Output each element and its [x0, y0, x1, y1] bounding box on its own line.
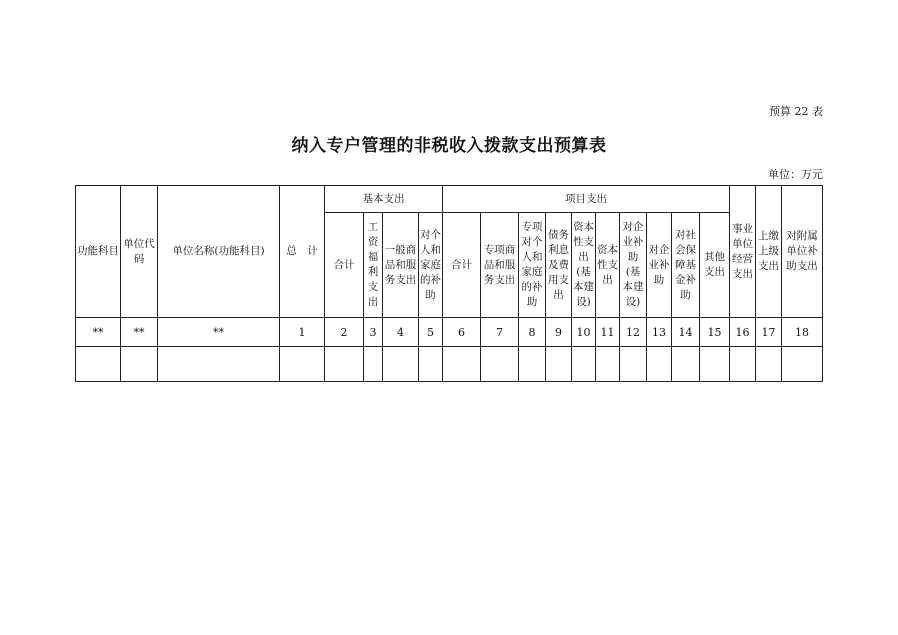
header-enterprise-construction: 对企业补助(基本建设) — [620, 213, 647, 318]
header-unit-code: 单位代码 — [121, 186, 158, 318]
table-cell[interactable] — [364, 347, 383, 382]
header-remit-superior: 上缴上级支出 — [756, 186, 782, 318]
page-title: 纳入专户管理的非税收入拨款支出预算表 — [291, 136, 607, 156]
table-cell[interactable] — [443, 347, 481, 382]
table-cell[interactable] — [672, 347, 700, 382]
header-unit-name: 单位名称(功能科目) — [158, 186, 280, 318]
header-capital: 资本性支出 — [596, 213, 620, 318]
index-cell: ** — [121, 318, 158, 347]
index-cell: 11 — [596, 318, 620, 347]
header-subsidy-affiliated: 对附属单位补助支出 — [782, 186, 823, 318]
table-cell[interactable] — [730, 347, 756, 382]
header-capital-construction: 资本性支出(基本建设) — [572, 213, 596, 318]
table-cell[interactable] — [756, 347, 782, 382]
form-number: 预算 22 表 — [769, 105, 823, 118]
unit-label: 单位：万元 — [768, 168, 823, 181]
index-cell: 6 — [443, 318, 481, 347]
table-cell[interactable] — [325, 347, 364, 382]
header-social-security-fund: 对社会保障基金补助 — [672, 213, 700, 318]
index-cell: 14 — [672, 318, 700, 347]
header-project-total: 合计 — [443, 213, 481, 318]
table-cell[interactable] — [121, 347, 158, 382]
header-functional-subject: 功能科目 — [76, 186, 121, 318]
header-goods-services: 一般商品和服务支出 — [383, 213, 419, 318]
table-cell[interactable] — [519, 347, 546, 382]
table-row — [76, 347, 823, 382]
index-cell: 2 — [325, 318, 364, 347]
index-cell: 5 — [419, 318, 443, 347]
header-special-goods-services: 专项商品和服务支出 — [481, 213, 519, 318]
index-cell: 1 — [280, 318, 325, 347]
table-cell[interactable] — [620, 347, 647, 382]
index-cell: 16 — [730, 318, 756, 347]
table-cell[interactable] — [782, 347, 823, 382]
index-cell: 7 — [481, 318, 519, 347]
index-cell: 18 — [782, 318, 823, 347]
table-cell[interactable] — [596, 347, 620, 382]
table-cell[interactable] — [280, 347, 325, 382]
table-cell[interactable] — [481, 347, 519, 382]
table-cell[interactable] — [647, 347, 672, 382]
index-cell: 4 — [383, 318, 419, 347]
header-enterprise-subsidy: 对企业补助 — [647, 213, 672, 318]
table-cell[interactable] — [383, 347, 419, 382]
budget-table — [75, 185, 823, 382]
table-cell[interactable] — [700, 347, 730, 382]
header-household-subsidy: 对个人和家庭的补助 — [419, 213, 443, 318]
index-row — [76, 318, 823, 347]
header-special-household-subsidy: 专项对个人和家庭的补助 — [519, 213, 546, 318]
table-cell[interactable] — [546, 347, 572, 382]
index-cell: ** — [76, 318, 121, 347]
index-cell: 3 — [364, 318, 383, 347]
index-cell: 9 — [546, 318, 572, 347]
header-row-1 — [76, 186, 823, 213]
index-cell: 10 — [572, 318, 596, 347]
index-cell: 15 — [700, 318, 730, 347]
index-cell: 12 — [620, 318, 647, 347]
header-total: 总 计 — [280, 186, 325, 318]
header-other-expenditure: 其他支出 — [700, 213, 730, 318]
index-cell: 17 — [756, 318, 782, 347]
table-cell[interactable] — [419, 347, 443, 382]
header-basic-group: 基本支出 — [325, 186, 443, 213]
header-wages-welfare: 工资福利支出 — [364, 213, 383, 318]
header-basic-total: 合计 — [325, 213, 364, 318]
index-cell: 13 — [647, 318, 672, 347]
header-business-operation: 事业单位经营支出 — [730, 186, 756, 318]
header-project-group: 项目支出 — [443, 186, 730, 213]
table-cell[interactable] — [158, 347, 280, 382]
table-cell[interactable] — [76, 347, 121, 382]
index-cell: ** — [158, 318, 280, 347]
table-cell[interactable] — [572, 347, 596, 382]
index-cell: 8 — [519, 318, 546, 347]
header-debt-interest: 债务利息及费用支出 — [546, 213, 572, 318]
